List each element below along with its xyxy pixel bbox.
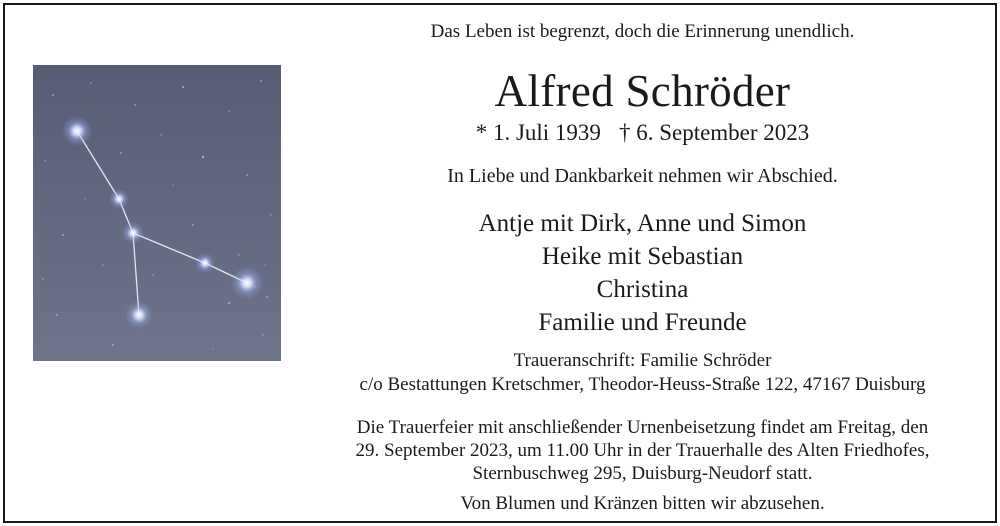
mourner-line: Heike mit Sebastian [541,243,744,270]
motto: Das Leben ist begrenzt, doch die Erinnerung unendlich. [430,21,855,42]
birth-date: * 1. Juli 1939 [475,120,601,145]
address-line: c/o Bestattungen Kretschmer, Theodor-Heuss-Straße 122, 47167 Duisburg [359,374,926,395]
deceased-name: Alfred Schröder [494,66,791,116]
mourner-line: Familie und Freunde [538,309,747,336]
mourner-line: Antje mit Dirk, Anne und Simon [478,210,807,237]
service-line: Die Trauerfeier mit anschließender Urnenbeisetzung findet am Freitag, den [356,417,929,438]
service-line: 29. September 2023, um 11.00 Uhr in der Trauerhalle des Alten Friedhofes, [355,440,930,461]
mourners-list [295,207,990,339]
obituary-notice [3,3,997,523]
address-line: Traueranschrift: Familie Schröder [513,350,772,371]
death-date: † 6. September 2023 [618,120,810,145]
funeral-service-info [295,416,990,485]
night-sky-background [33,65,281,361]
service-line: Sternbuschweg 295, Duisburg-Neudorf statt. [472,463,813,484]
constellation-image [33,65,281,361]
mourner-line: Christina [596,276,689,303]
flowers-note: Von Blumen und Kränzen bitten wir abzusehen. [460,493,825,514]
mourning-address [295,349,990,397]
life-dates [295,120,990,146]
farewell-line: In Liebe und Dankbarkeit nehmen wir Abschied. [447,165,838,187]
